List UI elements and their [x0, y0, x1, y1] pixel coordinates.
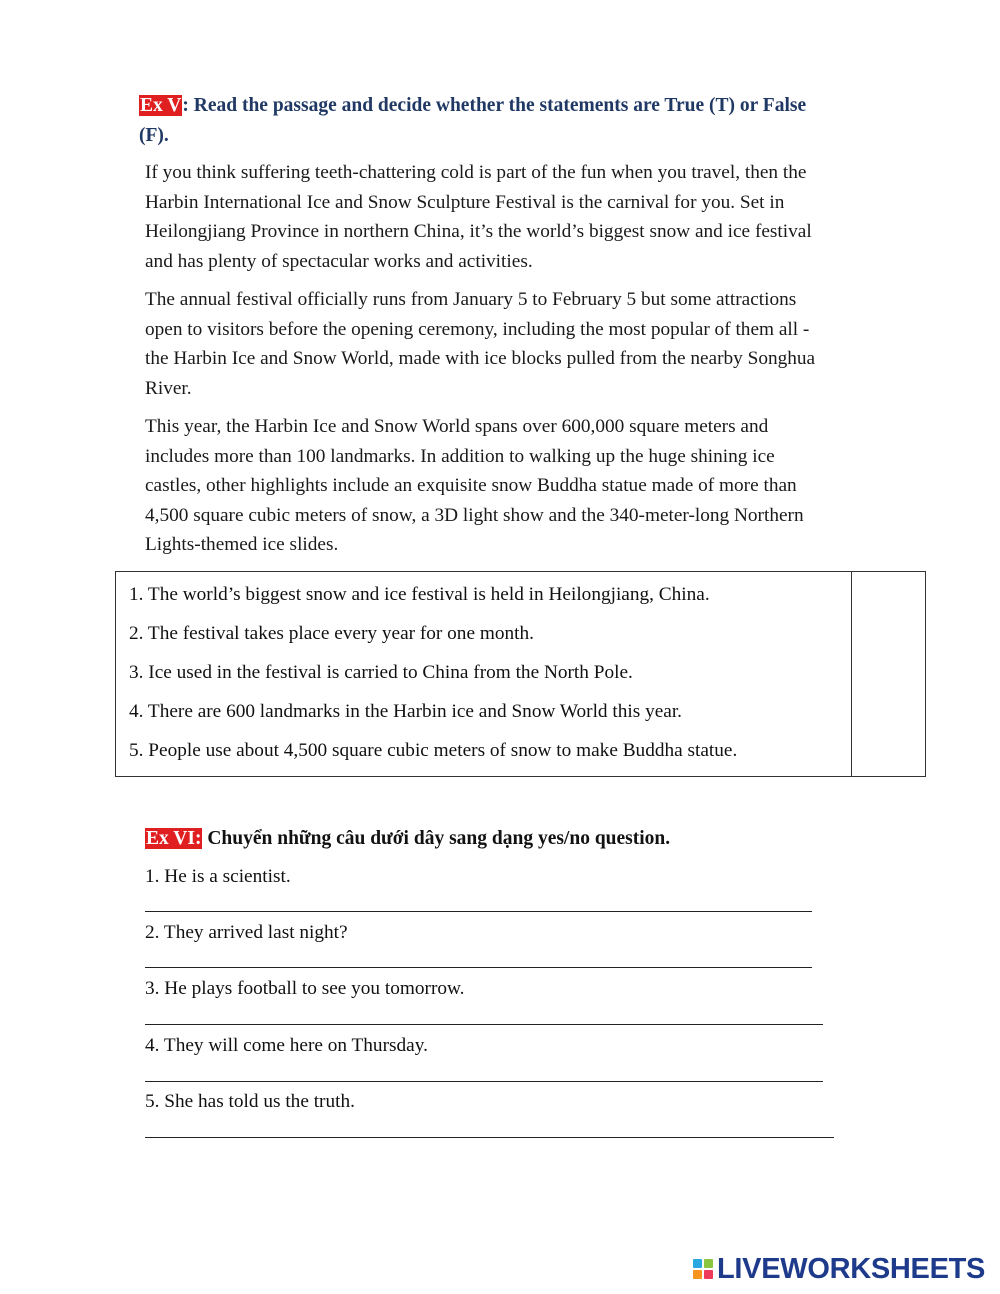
passage-paragraph-1: [145, 158, 812, 276]
ex6-title-text: Chuyển những câu dưới dây sang dạng yes/no question.: [202, 828, 671, 849]
passage-paragraph-2: [145, 285, 815, 403]
statement-2: 2. The festival takes place every year for one month.: [129, 623, 534, 644]
answer-line-4[interactable]: [145, 1071, 823, 1082]
question-2: 2. They arrived last night?: [145, 922, 348, 943]
passage-line: castles, other highlights include an exquisite snow Buddha statue made of more than: [145, 475, 797, 496]
passage-line: River.: [145, 377, 192, 399]
passage-line: 4,500 square cubic meters of snow, a 3D light show and the 340-meter-long Northern: [145, 504, 804, 526]
statement-4: 4. There are 600 landmarks in the Harbin ice and Snow World this year.: [129, 701, 682, 722]
ex5-title-line2: (F).: [139, 125, 169, 146]
ex6-tag: Ex VI:: [146, 828, 202, 849]
answer-line-2[interactable]: [145, 957, 812, 968]
passage-line: open to visitors before the opening ceremony, including the most popular of them all -: [145, 318, 810, 340]
ex5-tag: Ex V: [140, 95, 182, 116]
question-3: 3. He plays football to see you tomorrow.: [145, 978, 465, 999]
passage-line: This year, the Harbin Ice and Snow World spans over 600,000 square meters and: [145, 416, 769, 437]
answer-line-1[interactable]: [145, 901, 812, 912]
statement-1: 1. The world’s biggest snow and ice festival is held in Heilongjiang, China.: [129, 584, 710, 605]
true-false-table: [115, 571, 926, 777]
liveworksheets-logo-text: LIVEWORKSHEETS: [717, 1252, 986, 1285]
passage-line: includes more than 100 landmarks. In addition to walking up the huge shining ice: [145, 445, 775, 467]
passage-line: If you think suffering teeth-chattering cold is part of the fun when you travel, then the: [145, 162, 807, 183]
answer-line-3[interactable]: [145, 1014, 823, 1025]
passage-line: and has plenty of spectacular works and activities.: [145, 250, 533, 272]
passage-paragraph-3: [145, 412, 804, 560]
ex5-title: [139, 91, 806, 121]
ex5-title-text: : Read the passage and decide whether the statements are True (T) or False: [182, 95, 807, 116]
true-false-answer-field[interactable]: [852, 572, 925, 776]
passage-line: Heilongjiang Province in northern China, it’s the world’s biggest snow and ice festival: [145, 221, 812, 242]
liveworksheets-logo: [693, 1253, 985, 1285]
liveworksheets-logo-icon: [693, 1259, 713, 1279]
question-1: 1. He is a scientist.: [145, 866, 291, 887]
statement-5: 5. People use about 4,500 square cubic meters of snow to make Buddha statue.: [129, 740, 738, 761]
statement-3: 3. Ice used in the festival is carried to China from the North Pole.: [129, 662, 633, 683]
answer-line-5[interactable]: [145, 1127, 834, 1138]
passage-line: Harbin International Ice and Snow Sculpture Festival is the carnival for you. Set in: [145, 191, 785, 213]
passage-line: The annual festival officially runs from January 5 to February 5 but some attractions: [145, 289, 797, 310]
passage-line: Lights-themed ice slides.: [145, 534, 339, 555]
question-4: 4. They will come here on Thursday.: [145, 1035, 428, 1056]
passage-line: the Harbin Ice and Snow World, made with ice blocks pulled from the nearby Songhua: [145, 348, 816, 369]
ex6-title: [145, 828, 670, 850]
question-5: 5. She has told us the truth.: [145, 1091, 355, 1112]
